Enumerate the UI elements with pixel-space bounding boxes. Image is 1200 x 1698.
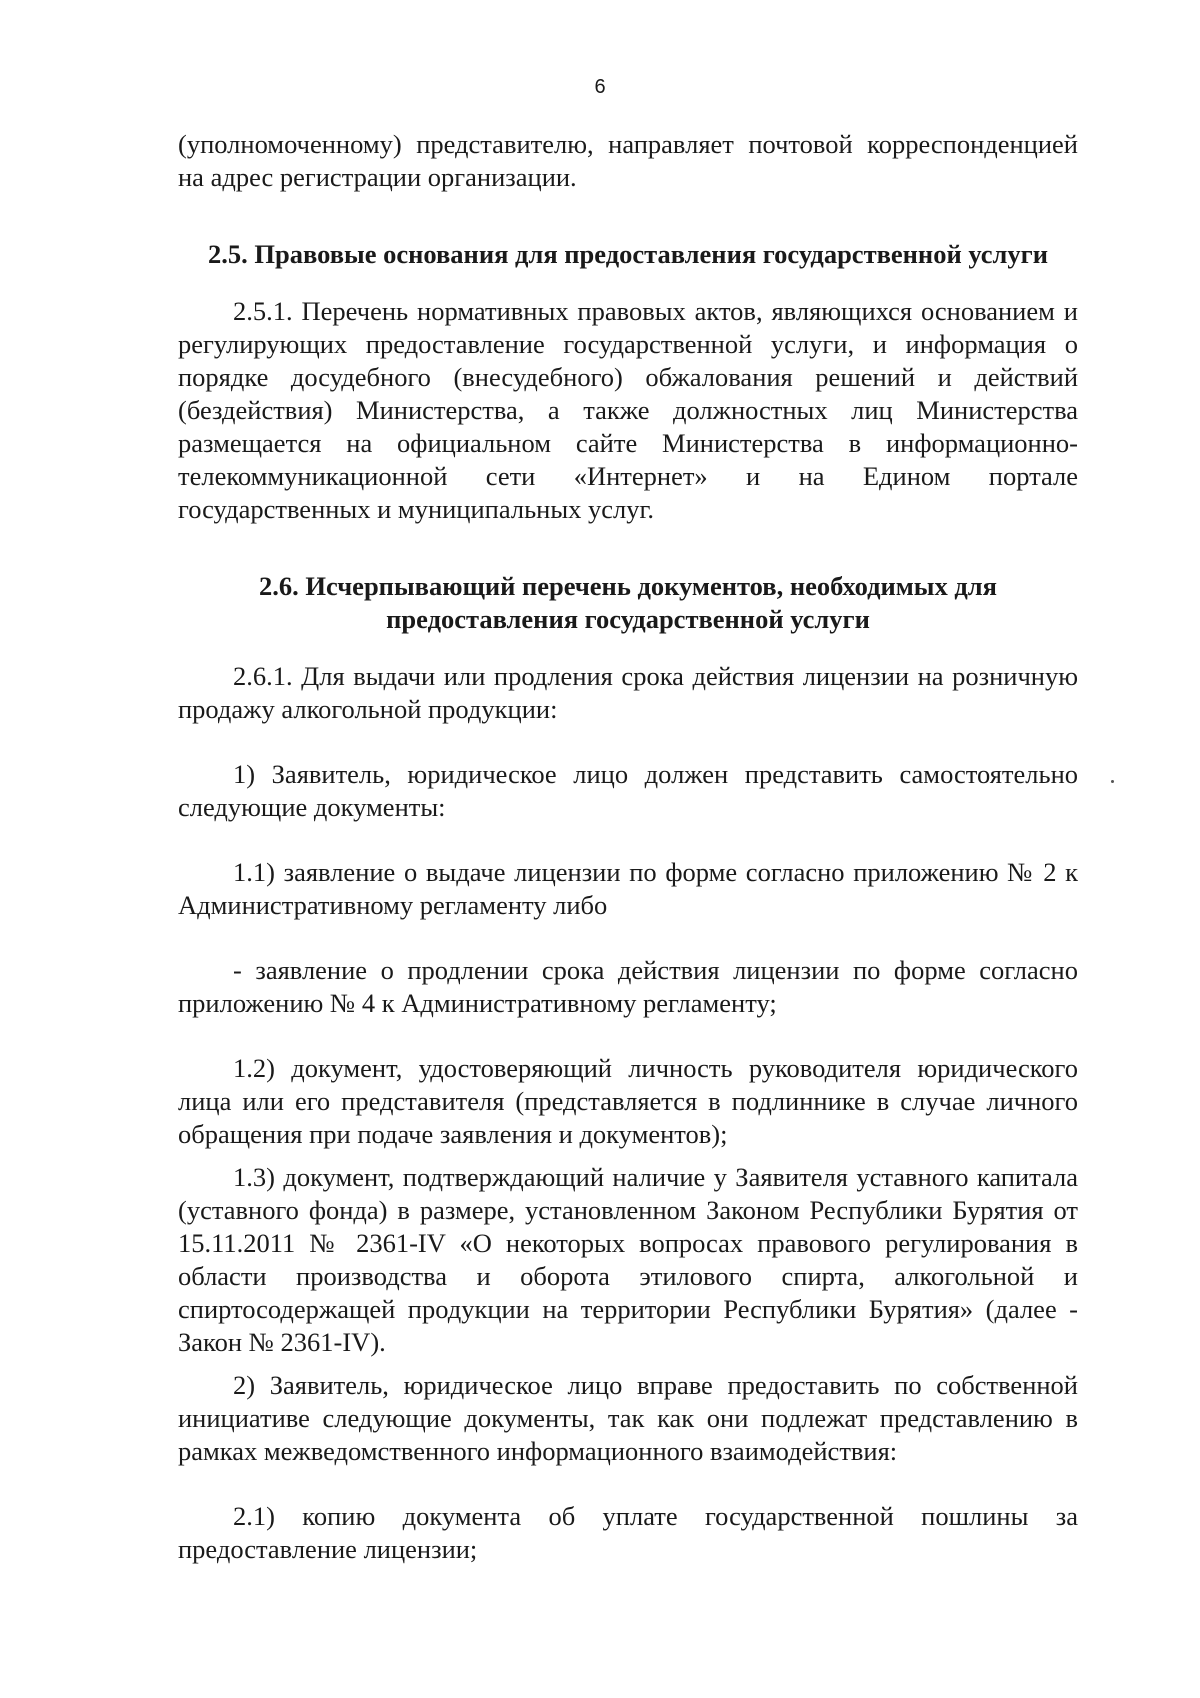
paragraph-item-2-1: 2.1) копию документа об уплате государственной пошлины за предоставление лицензии; <box>178 1501 1078 1564</box>
paragraph-2-5-1: 2.5.1. Перечень нормативных правовых актов, являющихся основанием и регулирующих предоставление государственной услуги, и информация о порядке досудебного (внесудебного) обжалования решений и действий (бездействия) Министерства, а также должностных лиц Министерства размещается на официальном сайте Министерства в информационно-телекоммуникационной сети «Интернет» и на Едином портале государственных и муниципальных услуг. <box>178 296 1078 524</box>
section-heading-2-6-line2: предоставления государственной услуги <box>386 604 870 634</box>
section-heading-2-5: 2.5. Правовые основания для предоставления государственной услуги <box>208 239 1048 269</box>
paragraph-2-6-1: 2.6.1. Для выдачи или продления срока действия лицензии на розничную продажу алкогольной продукции: <box>178 661 1078 724</box>
paragraph-item-1: 1) Заявитель, юридическое лицо должен представить самостоятельно следующие документы: <box>178 759 1078 822</box>
section-heading-2-6 <box>178 570 1078 636</box>
section-heading-2-6-line1: 2.6. Исчерпывающий перечень документов, необходимых для <box>259 571 997 601</box>
paragraph-item-1-3: 1.3) документ, подтверждающий наличие у Заявителя уставного капитала (уставного фонда) в размере, установленном Законом Республики Бурятия от 15.11.2011 № 2361-IV «О некоторых вопросах правового регулирования в области производства и оборота этилового спирта, алкогольной и спиртосодержащей продукции на территории Республики Бурятия» (далее - Закон № 2361-IV). <box>178 1162 1078 1357</box>
paragraph-item-1-1: 1.1) заявление о выдаче лицензии по форме согласно приложению № 2 к Административному регламенту либо <box>178 857 1078 920</box>
document-body <box>178 128 1078 1566</box>
paragraph-item-1-2: 1.2) документ, удостоверяющий личность руководителя юридического лица или его представителя (представляется в подлиннике в случае личного обращения при подаче заявления и документов); <box>178 1053 1078 1149</box>
paragraph-item-2: 2) Заявитель, юридическое лицо вправе предоставить по собственной инициативе следующие документы, так как они подлежат представлению в рамках межведомственного информационного взаимодействия: <box>178 1370 1078 1466</box>
scan-dot <box>1111 780 1114 783</box>
paragraph-continuation: (уполномоченному) представителю, направляет почтовой корреспонденцией на адрес регистрации организации. <box>178 129 1078 192</box>
paragraph-item-1-1-alt: - заявление о продлении срока действия лицензии по форме согласно приложению № 4 к Административному регламенту; <box>178 955 1078 1018</box>
page-number: 6 <box>594 76 606 98</box>
